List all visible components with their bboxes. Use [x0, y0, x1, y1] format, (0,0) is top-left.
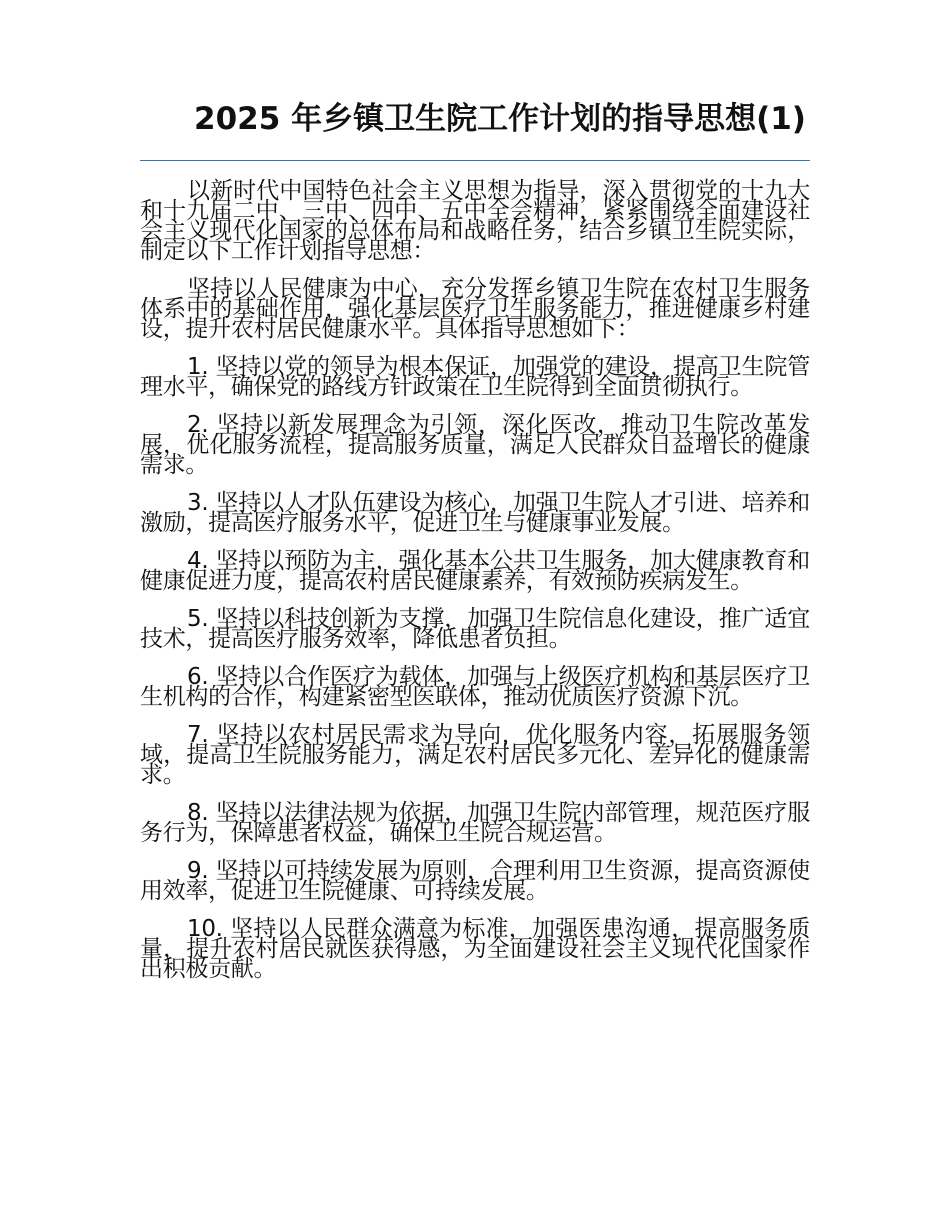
guideline-item-7: 7. 坚持以农村居民需求为导向，优化服务内容，拓展服务领域，提高卫生院服务能力，满足农村居民多元化、差异化的健康需求。 — [140, 722, 810, 788]
guideline-item-6: 6. 坚持以合作医疗为载体，加强与上级医疗机构和基层医疗卫生机构的合作，构建紧密型医联体，推动优质医疗资源下沉。 — [140, 664, 810, 710]
document-body — [140, 178, 810, 997]
guideline-item-4: 4. 坚持以预防为主，强化基本公共卫生服务，加大健康教育和健康促进力度，提高农村居民健康素养，有效预防疾病发生。 — [140, 548, 810, 594]
intro-paragraph: 以新时代中国特色社会主义思想为指导，深入贯彻党的十九大和十九届二中、三中、四中、五中全会精神，紧紧围绕全面建设社会主义现代化国家的总体布局和战略任务，结合乡镇卫生院实际，制定以下工作计划指导思想： — [140, 178, 810, 264]
guideline-item-10: 10. 坚持以人民群众满意为标准，加强医患沟通，提高服务质量，提升农村居民就医获得感，为全面建设社会主义现代化国家作出积极贡献。 — [140, 916, 810, 982]
guideline-item-5: 5. 坚持以科技创新为支撑，加强卫生院信息化建设，推广适宜技术，提高医疗服务效率，降低患者负担。 — [140, 606, 810, 652]
guideline-item-3: 3. 坚持以人才队伍建设为核心，加强卫生院人才引进、培养和激励，提高医疗服务水平，促进卫生与健康事业发展。 — [140, 490, 810, 536]
principle-paragraph: 坚持以人民健康为中心，充分发挥乡镇卫生院在农村卫生服务体系中的基础作用，强化基层医疗卫生服务能力，推进健康乡村建设，提升农村居民健康水平。具体指导思想如下： — [140, 276, 810, 342]
guideline-item-1: 1. 坚持以党的领导为根本保证，加强党的建设，提高卫生院管理水平，确保党的路线方针政策在卫生院得到全面贯彻执行。 — [140, 354, 810, 400]
guideline-item-2: 2. 坚持以新发展理念为引领，深化医改，推动卫生院改革发展，优化服务流程，提高服务质量，满足人民群众日益增长的健康需求。 — [140, 412, 810, 478]
guideline-item-9: 9. 坚持以可持续发展为原则，合理利用卫生资源，提高资源使用效率，促进卫生院健康、可持续发展。 — [140, 858, 810, 904]
guideline-item-8: 8. 坚持以法律法规为依据，加强卫生院内部管理，规范医疗服务行为，保障患者权益，确保卫生院合规运营。 — [140, 800, 810, 846]
title-divider — [140, 160, 810, 161]
document-title: 2025 年乡镇卫生院工作计划的指导思想(1) — [194, 101, 806, 137]
